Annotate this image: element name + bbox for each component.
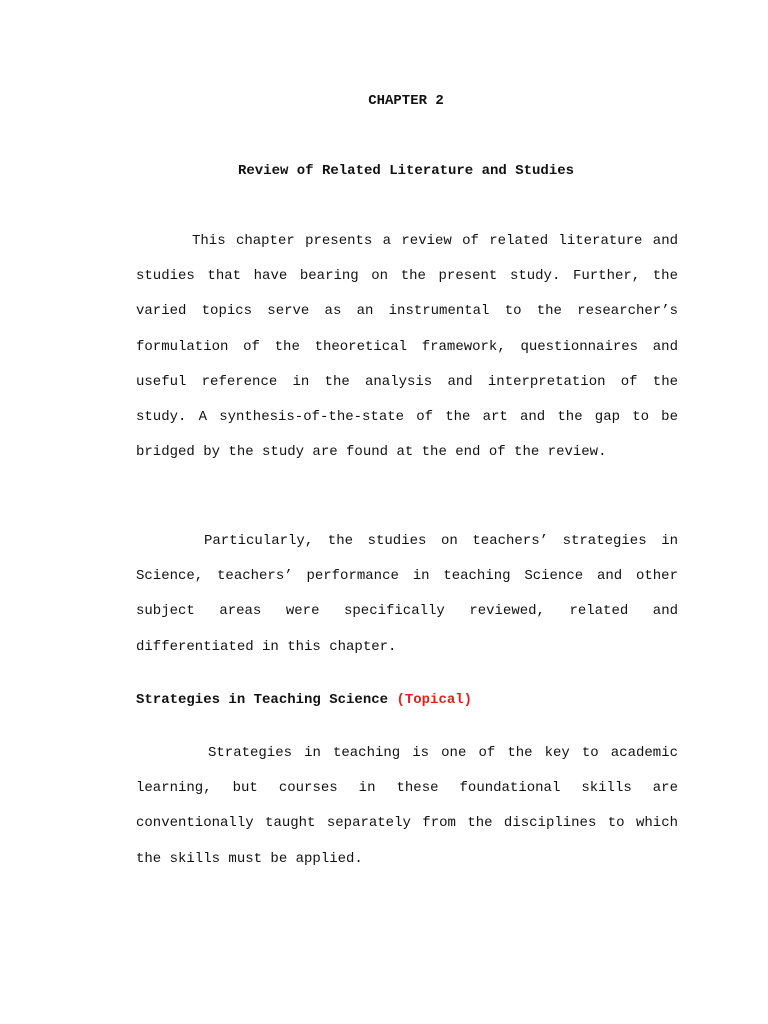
section-paragraph: Strategies in teaching is one of the key to academic learning, but courses in these foundational skills are conventionally taught separately from the disciplines to which the skills must be applied.	[136, 745, 678, 867]
intro-paragraph: This chapter presents a review of related literature and studies that have bearing on the present study. Further, the varied topics serve as an instrumental to the researcher’s formulation of the theoretical framework, questionnaires and useful reference in the analysis and interpretation of the study. A synthesis-of-the-state of the art and the gap to be bridged by the study are found at the end of the review.	[136, 233, 678, 461]
section-heading	[136, 690, 472, 710]
chapter-label: CHAPTER 2	[368, 93, 444, 109]
section-heading-tag: (Topical)	[396, 692, 473, 708]
section-heading-text: Strategies in Teaching Science	[136, 692, 389, 708]
chapter-title: Review of Related Literature and Studies	[237, 163, 575, 179]
scope-paragraph: Particularly, the studies on teachers’ strategies in Science, teachers’ performance in teaching Science and other subject areas were specifically reviewed, related and differentiated in this chapter.	[136, 533, 678, 655]
